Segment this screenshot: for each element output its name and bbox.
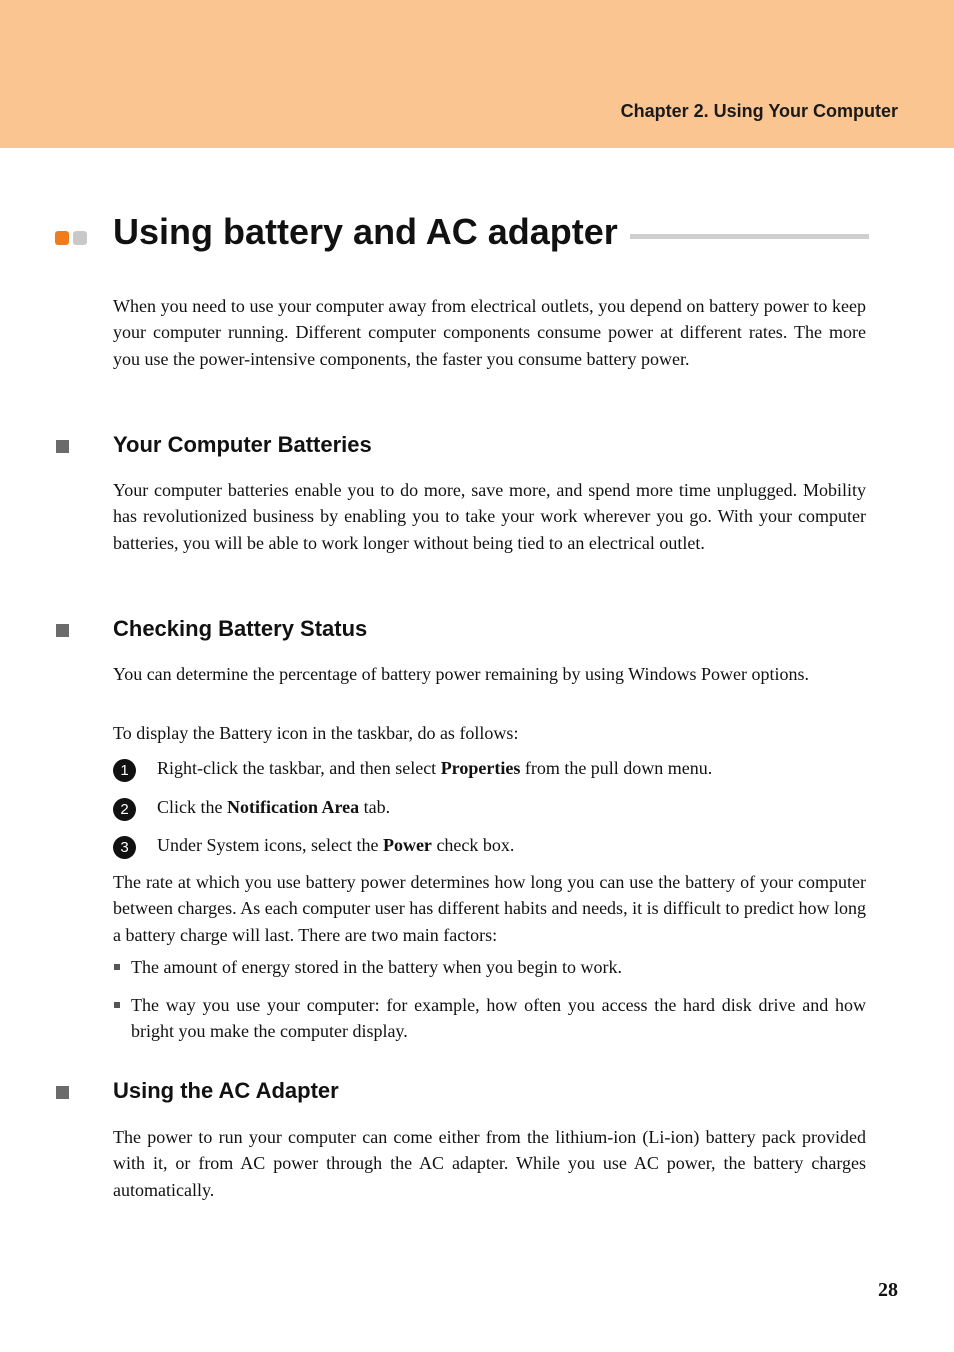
rate-paragraph: The rate at which you use battery power determines how long you can use the battery of your computer between charges. As each computer user has different habits and needs, it is difficult to predict how long a battery charge will last. There are two main factors:	[113, 872, 866, 945]
step-number-3-icon: 3	[113, 836, 136, 859]
step-text: Click the	[157, 797, 227, 817]
step-text: check box.	[431, 835, 515, 855]
step-text: Right-click the taskbar, and then select	[157, 758, 441, 778]
ac-adapter-paragraph: The power to run your computer can come either from the lithium-ion (Li-ion) battery pack provided with it, or from AC power through the AC adapter. While you use AC power, the battery charges automatically.	[113, 1127, 866, 1200]
bullet-item: The amount of energy stored in the battery when you begin to work.	[131, 957, 623, 977]
bullet-square-icon	[114, 964, 120, 970]
section-square-icon	[56, 440, 69, 453]
title-rule	[630, 234, 869, 239]
step-bold: Properties	[440, 758, 521, 778]
header-band	[0, 0, 954, 148]
status-paragraph: You can determine the percentage of battery power remaining by using Windows Power options.	[113, 664, 809, 684]
bullet-square-icon	[114, 1002, 120, 1008]
step-1	[157, 758, 712, 779]
step-number-1-icon: 1	[113, 759, 136, 782]
gray-dot-icon	[73, 231, 87, 245]
step-text: from the pull down menu.	[520, 758, 713, 778]
step-2	[157, 797, 390, 818]
bullet-item: The way you use your computer: for example, how often you access the hard disk drive and how bright you make the computer display.	[131, 995, 866, 1041]
step-number-2-icon: 2	[113, 798, 136, 821]
status-instruction: To display the Battery icon in the taskbar, do as follows:	[113, 723, 519, 743]
section-square-icon	[56, 624, 69, 637]
step-text: Under System icons, select the	[157, 835, 383, 855]
batteries-paragraph: Your computer batteries enable you to do more, save more, and spend more time unplugged. Mobility has revolutionized business by enabling you to take your work wherever you go. With your computer batteries, you will be able to work longer without being tied to an electrical outlet.	[113, 480, 866, 553]
section-heading-ac-adapter: Using the AC Adapter	[113, 1078, 339, 1103]
page-title: Using battery and AC adapter	[113, 211, 618, 252]
intro-paragraph: When you need to use your computer away from electrical outlets, you depend on battery power to keep your computer running. Different computer components consume power at different rates. The more you use the power-intensive components, the faster you consume battery power.	[113, 296, 866, 369]
step-bold: Notification Area	[227, 797, 360, 817]
section-heading-battery-status: Checking Battery Status	[113, 616, 368, 641]
page-number: 28	[878, 1279, 898, 1301]
section-square-icon	[56, 1086, 69, 1099]
orange-dot-icon	[55, 231, 69, 245]
chapter-title: Chapter 2. Using Your Computer	[620, 101, 898, 121]
step-3	[157, 835, 514, 856]
step-text: tab.	[359, 797, 391, 817]
step-bold: Power	[382, 835, 432, 855]
section-heading-batteries: Your Computer Batteries	[113, 432, 372, 457]
